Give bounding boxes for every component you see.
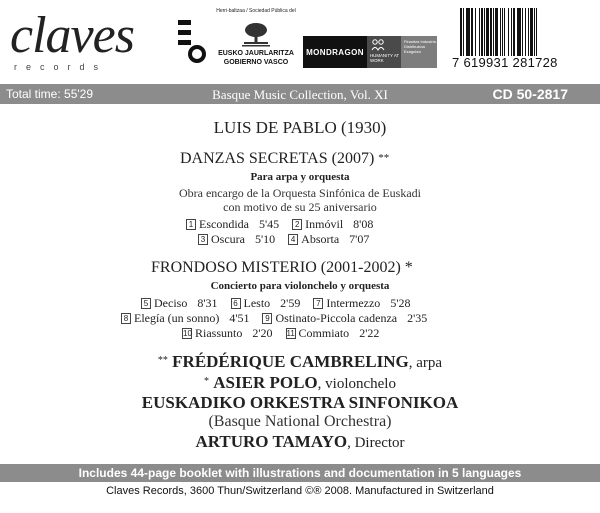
- track-row: [186, 217, 373, 232]
- performer-line: [0, 373, 600, 393]
- total-time: Total time: 55'29: [6, 87, 94, 101]
- performer-line: [0, 393, 600, 413]
- track-row: [141, 296, 410, 311]
- booklet-note: Includes 44-page booklet with illustrations and documentation in 5 languages: [0, 464, 600, 482]
- track-row: [121, 311, 427, 326]
- performer-name: ARTURO TAMAYO: [195, 432, 348, 451]
- barcode-bar: [537, 8, 539, 56]
- performer-marker: *: [204, 376, 210, 387]
- barcode-number: 7 619931 281728: [452, 55, 558, 70]
- performer-line: [0, 413, 600, 431]
- work-title-text: DANZAS SECRETAS (2007): [180, 150, 375, 167]
- track-duration: 2'35: [407, 311, 428, 325]
- track-item: [198, 232, 275, 247]
- performer-name: EUSKADIKO ORKESTRA SINFONIKOA: [141, 393, 459, 412]
- track-item: [182, 326, 273, 341]
- track-duration: 7'07: [349, 232, 370, 246]
- claves-records-logo: [10, 6, 170, 78]
- track-name: Escondida: [199, 217, 249, 231]
- performer-line: [0, 432, 600, 452]
- records-wordmark: records: [14, 62, 108, 72]
- performer-marker: **: [378, 152, 390, 164]
- track-item: [286, 326, 380, 341]
- track-name: Lesto: [243, 296, 271, 310]
- track-number: 11: [286, 329, 295, 338]
- performer-line: [0, 352, 600, 372]
- mondragon-tagline: HUMANITY AT WORK: [370, 53, 400, 63]
- work-subtitle: Concierto para violonchelo y orquesta: [210, 280, 390, 292]
- track-name: Riassunto: [195, 326, 243, 340]
- track-duration: 2'59: [280, 296, 301, 310]
- track-duration: 8'08: [353, 217, 374, 231]
- barcode-bars-icon: [460, 8, 588, 56]
- copyright-footer: Claves Records, 3600 Thun/Switzerland ©® 2008. Manufactured in Switzerland: [106, 485, 494, 497]
- performer-role: , arpa: [408, 355, 443, 371]
- composer-heading: LUIS DE PABLO (1930): [213, 118, 387, 137]
- performer-role: , Director: [347, 435, 405, 451]
- track-duration: 5'28: [390, 296, 411, 310]
- track-number: 4: [288, 234, 298, 245]
- gov-name-spanish: GOBIERNO VASCO: [223, 59, 289, 66]
- track-item: [186, 217, 279, 232]
- work-note: con motivo de su 25 aniversario: [223, 200, 377, 214]
- track-number: 8: [121, 313, 131, 324]
- track-name: Absorta: [301, 232, 340, 246]
- track-duration: 2'20: [252, 326, 273, 340]
- track-duration: 2'22: [359, 326, 380, 340]
- work-note: Obra encargo de la Orquesta Sinfónica de Euskadi: [178, 186, 422, 200]
- track-duration: 5'10: [254, 232, 276, 246]
- performer-role: (Basque National Orchestra): [208, 413, 392, 430]
- track-item: [231, 296, 301, 311]
- track-number: 5: [141, 298, 151, 309]
- mondragon-logo: [303, 36, 437, 68]
- mondragon-humanity: [367, 36, 401, 68]
- track-item: [262, 311, 427, 326]
- performer-role: , violonchelo: [317, 376, 396, 392]
- track-row: [182, 326, 379, 341]
- track-number: 9: [262, 313, 272, 324]
- performer-name: ASIER POLO: [213, 373, 318, 392]
- work-title-text: FRONDOSO MISTERIO (2001-2002): [151, 259, 401, 276]
- track-name: Elegía (un sonno): [134, 311, 220, 325]
- track-item: [141, 296, 218, 311]
- collection-title: Basque Music Collection, Vol. XI: [212, 87, 388, 102]
- track-duration: 8'31: [197, 296, 218, 310]
- track-duration: 4'51: [229, 311, 250, 325]
- etxepare-logo-icon: [178, 20, 208, 64]
- track-row: [198, 232, 369, 247]
- track-number: 1: [186, 219, 196, 230]
- work-title: [151, 259, 413, 277]
- barcode: [452, 8, 594, 70]
- track-name: Intermezzo: [326, 296, 381, 310]
- performer-marker: *: [404, 259, 413, 276]
- track-number: 10: [183, 329, 192, 338]
- work-subtitle: Para arpa y orquesta: [250, 171, 350, 183]
- mondragon-areas: Finantza Industria Distribuzioa Ezagutza: [401, 36, 437, 68]
- track-number: 7: [313, 298, 323, 309]
- track-item: [288, 232, 369, 247]
- track-item: [121, 311, 249, 326]
- work-title: [180, 150, 389, 168]
- track-name: Oscura: [211, 232, 245, 246]
- gov-name-basque: EUSKO JAURLARITZA: [218, 50, 294, 57]
- track-duration: 5'45: [259, 217, 280, 231]
- track-name: Deciso: [154, 296, 188, 310]
- gov-caption: Herri-baltzaa / Sociedad Pública del: [216, 8, 296, 14]
- track-number: 2: [292, 219, 302, 230]
- people-icon: [371, 39, 385, 51]
- track-item: [292, 217, 373, 232]
- performer-marker: **: [157, 355, 168, 366]
- performer-name: FRÉDÉRIQUE CAMBRELING: [172, 352, 409, 371]
- catalog-number: CD 50-2817: [492, 86, 568, 102]
- track-number: 3: [198, 234, 208, 245]
- info-bar: [0, 84, 600, 104]
- track-name: Inmóvil: [305, 217, 344, 231]
- mondragon-name: MONDRAGON: [303, 36, 367, 68]
- track-number: 6: [231, 298, 241, 309]
- basque-government-logo: [212, 8, 300, 70]
- track-item: [313, 296, 410, 311]
- tree-emblem-icon: [240, 22, 272, 48]
- track-name: Ostinato-Piccola cadenza: [275, 311, 398, 325]
- claves-wordmark: claves: [10, 7, 134, 64]
- track-name: Commiato: [298, 326, 350, 340]
